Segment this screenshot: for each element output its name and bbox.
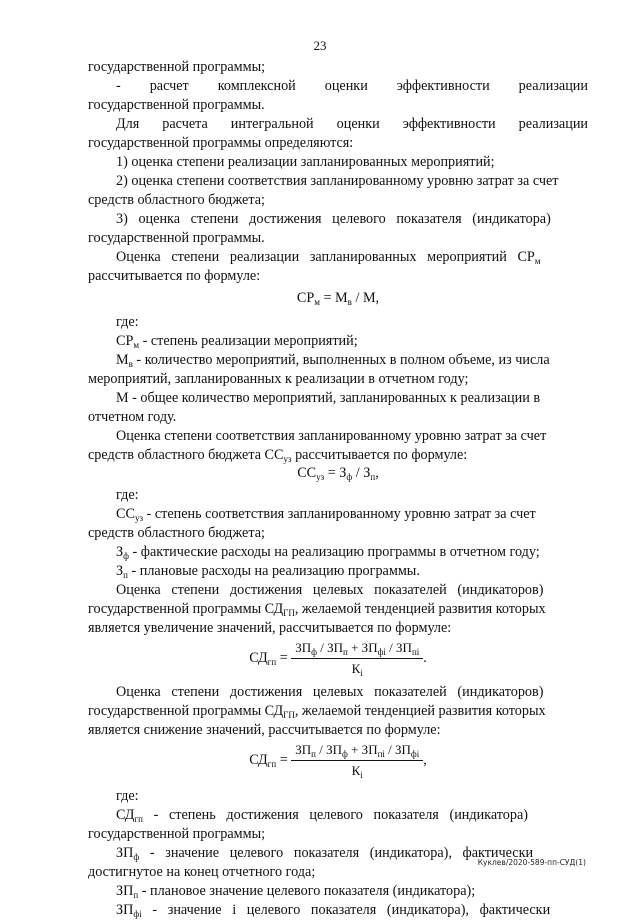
f4-denominator: $К_i$ xyxy=(351,763,363,780)
line-12: рассчитывается по формуле: xyxy=(88,268,261,284)
formula-srm xyxy=(88,290,588,307)
f2-a: СС xyxy=(297,465,317,481)
f1-a-sub: м xyxy=(314,297,320,307)
f3-lhs: СД xyxy=(249,649,268,666)
l22-a: СС xyxy=(116,506,135,522)
line-10: государственной программы. xyxy=(88,230,265,246)
f3-numerator: $ЗП_ф / ЗП_п + ЗП_{фi} / ЗП_{пi}$ xyxy=(291,640,423,659)
line-29: Оценка степени достижения целевых показателей (индикаторов) xyxy=(116,684,544,700)
l30-a: государственной программы СД xyxy=(88,703,284,719)
document-body xyxy=(88,58,588,920)
f2-c: / З xyxy=(352,465,371,481)
line-34: государственной программы; xyxy=(88,826,266,842)
line-3: государственной программы. xyxy=(88,97,265,113)
line-14 xyxy=(88,332,588,351)
l33-sub: гп xyxy=(134,814,143,824)
l37-sub: п xyxy=(133,890,139,900)
line-30 xyxy=(88,702,588,721)
line-5: государственной программы определяются: xyxy=(88,135,354,151)
l14-b: - степень реализации мероприятий; xyxy=(139,333,358,349)
f2-d: , xyxy=(375,465,379,481)
line-24 xyxy=(88,543,588,562)
line-33 xyxy=(88,806,588,825)
f3-lhs-sub: гп xyxy=(267,656,277,667)
l38-a: ЗП xyxy=(116,902,134,918)
f1-b-sub: в xyxy=(347,297,352,307)
line-6: 1) оценка степени реализации запланированных мероприятий; xyxy=(116,154,495,170)
formula-sdgp-increase: $СД_{гп}$ = $\frac{ЗП_ф / ЗП_п + ЗП_{фi} / ЗП_{пi}}{К_i}$ . xyxy=(249,640,427,678)
l22-sub: уз xyxy=(134,513,143,523)
line-11-sub: м xyxy=(534,256,541,266)
l35-sub: ф xyxy=(133,852,140,862)
l22-b: - степень соответствия запланированному уровню затрат за счет xyxy=(143,506,536,522)
line-18: отчетном году. xyxy=(88,409,177,425)
l15-sub: в xyxy=(128,359,133,369)
l27-b: , желаемой тенденцией развития которых xyxy=(294,601,546,617)
f4-lhs-sub: гп xyxy=(267,758,277,769)
f3-end: . xyxy=(423,649,427,666)
f3-denominator: $К_i$ xyxy=(351,661,363,678)
line-22 xyxy=(88,505,588,524)
l15-a: М xyxy=(116,352,129,368)
f4-end: , xyxy=(423,751,427,768)
l33-b: - степень достижения целевого показателя (индикатора) xyxy=(142,807,529,823)
l25-a: З xyxy=(116,563,124,579)
formula-sdgp-decrease: $СД_{гп}$ = $\frac{ЗП_п / ЗП_ф + ЗП_{пi} / ЗП_{фi}}{К_i}$ , xyxy=(249,742,427,780)
line-8: средств областного бюджета; xyxy=(88,192,265,208)
line-23: средств областного бюджета; xyxy=(88,525,265,541)
line-26: Оценка степени достижения целевых показателей (индикаторов) xyxy=(116,582,544,598)
line-17: М - общее количество мероприятий, запланированных к реализации в xyxy=(116,390,541,406)
line-1: государственной программы; xyxy=(88,59,266,75)
line-4: Для расчета интегральной оценки эффективности реализации xyxy=(116,116,588,132)
f2-a-sub: уз xyxy=(316,472,325,482)
f2-c-sub: п xyxy=(370,472,376,482)
line-2: - расчет комплексной оценки эффективности реализации xyxy=(116,78,588,94)
formula-ssuz xyxy=(88,465,588,482)
line-25 xyxy=(88,562,588,581)
l14-sub: м xyxy=(133,340,140,350)
l15-b: - количество мероприятий, выполненных в полном объеме, из числа xyxy=(132,352,550,368)
l25-sub: п xyxy=(123,570,128,580)
f2-b-sub: ф xyxy=(346,472,353,482)
l24-a: З xyxy=(116,544,124,560)
document-footer-code: Куклев/2020-589-пп-СУД(1) xyxy=(477,858,586,867)
l20-a: средств областного бюджета СС xyxy=(88,447,284,463)
line-11-text: Оценка степени реализации запланированных мероприятий СР xyxy=(116,249,535,265)
line-15 xyxy=(88,351,588,370)
l24-b: - фактические расходы на реализацию программы в отчетном году; xyxy=(128,544,540,560)
l20-sub: уз xyxy=(283,454,292,464)
f4-fraction xyxy=(291,742,423,779)
l33-a: СД xyxy=(116,807,135,823)
l14-a: СР xyxy=(116,333,134,349)
line-32: где: xyxy=(116,788,139,804)
line-27 xyxy=(88,600,588,619)
page-number: 23 xyxy=(313,38,327,53)
l38-sub: фi xyxy=(133,909,142,919)
line-9: 3) оценка степени достижения целевого показателя (индикатора) xyxy=(116,211,551,227)
line-31: является снижение значений, рассчитывается по формуле: xyxy=(88,722,441,738)
l35-a: ЗП xyxy=(116,845,134,861)
f3-fraction xyxy=(291,640,423,677)
l30-sub: ГП xyxy=(283,710,295,720)
f4-numerator: $ЗП_п / ЗП_ф + ЗП_{пi} / ЗП_{фi}$ xyxy=(291,742,423,761)
l27-a: государственной программы СД xyxy=(88,601,284,617)
l37-a: ЗП xyxy=(116,883,134,899)
line-13: где: xyxy=(116,314,139,330)
l24-sub: ф xyxy=(123,551,129,561)
line-20 xyxy=(88,446,588,465)
l27-sub: ГП xyxy=(283,608,295,618)
line-28: является увеличение значений, рассчитывается по формуле: xyxy=(88,620,452,636)
f2-b: = З xyxy=(324,465,347,481)
line-38 xyxy=(88,901,588,920)
line-7: 2) оценка степени соответствия запланированному уровню затрат за счет xyxy=(116,173,559,189)
l20-b: рассчитывается по формуле: xyxy=(291,447,468,463)
line-11 xyxy=(88,248,588,267)
line-36: достигнутое на конец отчетного года; xyxy=(88,864,316,880)
line-21: где: xyxy=(116,487,139,503)
f1-c: / М, xyxy=(351,290,380,306)
l35-b: - значение целевого показателя (индикатора), фактически xyxy=(139,845,534,861)
l37-b: - плановое значение целевого показателя (индикатора); xyxy=(138,883,476,899)
f4-lhs: СД xyxy=(249,751,268,768)
f1-b: = М xyxy=(319,290,348,306)
line-37 xyxy=(88,882,588,901)
l30-b: , желаемой тенденцией развития которых xyxy=(294,703,546,719)
line-19: Оценка степени соответствия запланированному уровню затрат за счет xyxy=(116,428,547,444)
l25-b: - плановые расходы на реализацию программы. xyxy=(127,563,420,579)
line-16: мероприятий, запланированных к реализации в отчетном году; xyxy=(88,371,469,387)
l38-b: - значение i целевого показателя (индикатора), фактически xyxy=(141,902,551,918)
f1-a: СР xyxy=(296,290,315,306)
